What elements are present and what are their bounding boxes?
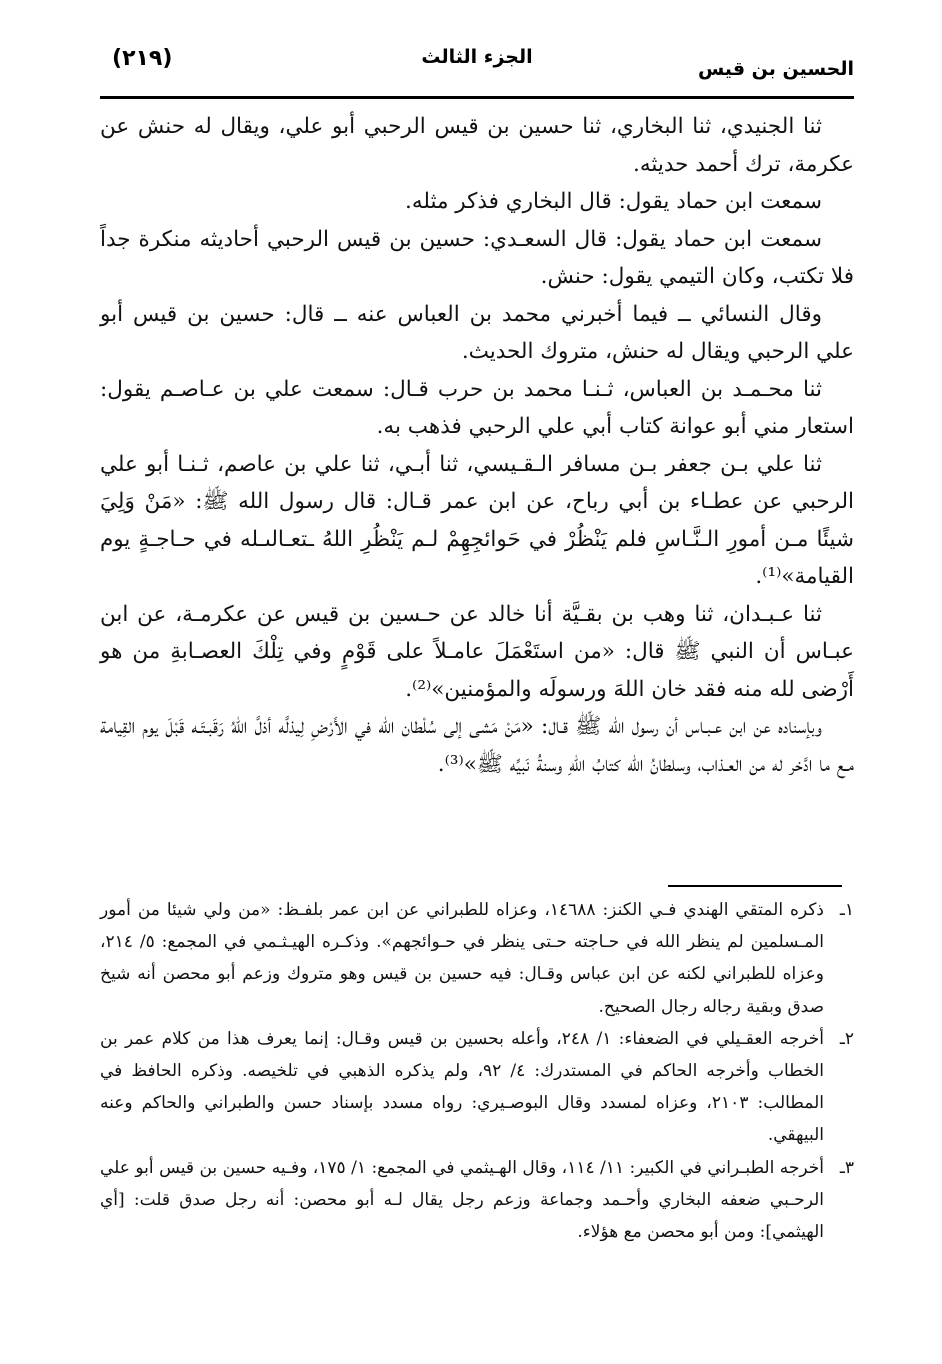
paragraph: ثنا علي بـن جعفر بـن مسافر الـقـيسي، ثنا أبـي، ثنا علي بن عاصم، ثـنـا أبو علي الرحبي عن عطـاء بن أبي رباح، عن ابن عمر قـال: قال رسول الله ﷺ: «مَنْ وَلِيَ شيئًا مـن أمورِ الـنَّـاسِ فلم يَنْظُرْ في حَوائجِهِمْ لـم يَنْظُرِ اللهُ ـتعـالىـله في حـاجـةٍ يوم القيامة»⁽¹⁾.: [100, 451, 854, 589]
footnote-text: أخرجه الطبـراني في الكبير: ١١/ ١١٤، وقال الهـيثمي في المجمع: ١/ ١٧٥، وفـيه حسين بن قيس أبو علي الرحـبي ضعفه البخاري وأحـمد وجماعة وزعم رجل يقال لـه أبو محصن: أنه رجل صدق قلت: [أي الهيثمي]: ومن أبو محصن مع هؤلاء.: [100, 1157, 824, 1243]
footnote-number: ٢ـ: [839, 1028, 854, 1049]
volume-label: الجزء الثالث: [421, 46, 533, 68]
footnote-text: أخرجه العقـيلي في الضعفاء: ١/ ٢٤٨، وأعله بحسين بن قيس وقـال: إنما يعرف هذا من كلام عمر بن الخطاب وأخرجه الحاكم في المستدرك: ٤/ ٩٢، ولم يذكره الذهبي في تلخيصه. وذكره الحافظ في المطالب: ٢١٠٣، وعزاه لمسدد وقال البوصـيري: رواه مسدد بإسناد حسن والطبراني والحاكم وعنه البيهقي.: [100, 1028, 824, 1146]
page-number: (٢١٩): [112, 46, 173, 71]
footnote-number: ١ـ: [839, 900, 854, 920]
paragraph: ثنا الجنيدي، ثنا البخاري، ثنا حسين بن قيس الرحبي أبو علي، ويقال له حنش عن عكرمة، ترك أحمد حديثه.: [100, 114, 854, 177]
footnote-separator: [668, 885, 842, 887]
paragraph: سمعت ابن حماد يقول: قال السعـدي: حسين بن قيس الرحبي أحاديثه منكرة جداً فلا تكتب، وكان التيمي يقول: حنش.: [100, 226, 854, 289]
paragraph: سمعت ابن حماد يقول: قال البخاري فذكر مثله.: [404, 189, 822, 214]
paragraph: ثنا محـمـد بن العباس، ثـنـا محمد بن حرب قـال: سمعت علي بن عـاصـم يقول: استعار مني أبو عوانة كتاب أبي علي الرحبي فذهب به.: [100, 376, 854, 439]
footnote-text: ذكره المتقي الهندي فـي الكنز: ١٤٦٨٨، وعزاه للطبراني عن ابن عمر بلفـظ: «من ولي شيئا من أمور المـسلمين لم ينظر الله في حـاجته حـتى ينظر في حـوائجهم». وذكـره الهيـثـمي في المجمع: ٥/ ٢١٤، وعزاه للطبراني لكنه عن ابن عباس وقـال: فيه حسين بن قيس وهو متروك وزعم أبو محصن أنه شيخ صدق وبقية رجاله رجال الصحيح.: [100, 900, 824, 1017]
header-rule: [100, 96, 854, 99]
paragraph: ثنا عـبـدان، ثنا وهب بن بقـيَّة أنا خالد عن حـسين بن قيس عن عكرمـة، عن ابن عبـاس أن النبي ﷺ قال: «من استَعْمَلَ عامـلاً على قَوْمٍ وفي تِلْكَ العصـابةِ من هو أَرْضى لله منه فقد خان اللهَ ورسولَه والمؤمنين»⁽²⁾.: [100, 601, 854, 702]
paragraph: وبإسناده عن ابن عـبـاس أن رسول الله ﷺ قـال: «مَنْ مَشى إلى سُلْطان الله في الأَرْضِ لِيذلَّه أذلَّ اللهُ رَقَبـتَـه قَبْلَ يوم القِيامة مـع ما ادَّخر له من العـذاب، وسلطانُ الله كتابُ اللهِ وسنةُ نَبيِّه ﷺ»⁽³⁾.: [100, 714, 854, 777]
footnote-number: ٣ـ: [839, 1157, 854, 1178]
running-header: [100, 40, 854, 96]
footnote: [100, 1152, 854, 1249]
main-text: [100, 108, 854, 783]
chapter-title: الحسين بن قيس: [697, 58, 854, 80]
footnote: [100, 894, 854, 1023]
footnote: [100, 1023, 854, 1152]
footnotes: [100, 894, 854, 1248]
paragraph: وقال النسائي ــ فيما أخبرني محمد بن العباس عنه ــ قال: حسين بن قيس أبو علي الرحبي ويقال له حنش، متروك الحديث.: [100, 301, 854, 364]
